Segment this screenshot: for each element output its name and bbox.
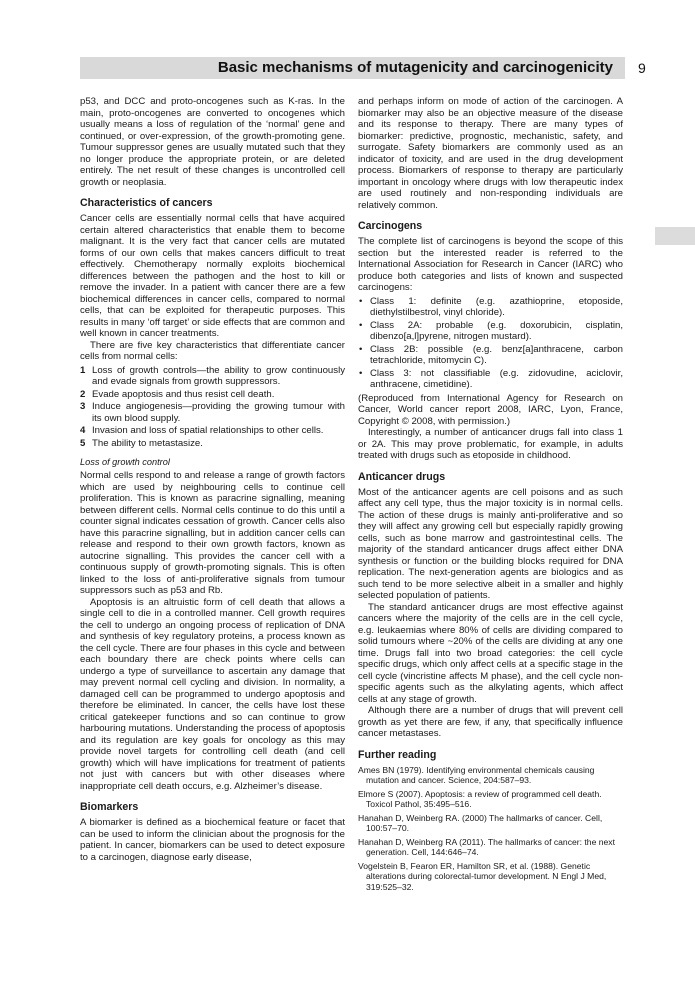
list-text: Class 2A: probable (e.g. doxorubicin, cisplatin, dibenzo[a,l]pyrene, nitrogen mustard). (370, 319, 623, 342)
list-item (80, 425, 345, 437)
heading-biomarkers: Biomarkers (80, 801, 139, 813)
characteristics-list (80, 365, 345, 450)
list-text: Class 1: definite (e.g. azathioprine, etoposide, diethylstilbestrol, vinyl chloride). (370, 295, 623, 318)
heading-anticancer-drugs: Anticancer drugs (358, 470, 446, 483)
list-number: 1 (80, 364, 86, 376)
paragraph: Most of the anticancer agents are cell poisons and as such affect any cell type, thus the major toxicity is in normal cells. The action of these drugs is mainly anti-proliferative and so they will affect any growing cell but especially rapidly growing cells, such as bone marrow and gastrointestinal cells. The majority of the standard anticancer drugs affect either DNA synthesis or function or the building blocks required for DNA replication. The next-generation agents are biologics and as such tend to be more selective albeit in a smaller and highly selected population of patients. (358, 486, 623, 601)
list-text: Loss of growth controls—the ability to grow continuously and evade signals from growth suppressors. (92, 364, 345, 387)
paragraph: Apoptosis is an altruistic form of cell death that allows a single cell to die in a controlled manner. Cell growth requires the cell to undergo an ongoing process of replication of DNA and synthesis of key regulatory proteins, a process known as the cell cycle. There are four phases in this cycle and between each boundary there are check points where cells can undergo a type of surveillance to ascertain any damage that may prevent normal cell cycling and division. In normality, a damaged cell can be programmed to undergo apoptosis and therefore be eliminated. In cancer, the cells have lost these critical gatekeeper functions and so can continue to grow harbouring mutations. Understanding the process of apoptosis and its regulation are key goals for oncology as this may provide novel targets for controlling cell death (and cell growth) which will have implications for treatment of patients not just with cancers but with other diseases where inappropriate cell death occurs, e.g. Alzheimer’s disease. (80, 596, 345, 792)
list-text: Invasion and loss of spatial relationships to other cells. (92, 425, 324, 436)
right-column (358, 96, 623, 895)
paragraph: and perhaps inform on mode of action of the carcinogen. A biomarker may also be an objective measure of the disease and its response to therapy. There are many types of biomarker: predictive, prognostic, mechanistic, safety, and surrogate. Safety biomarkers are commonly used as an indicator of toxicity, and are used in the drug development process. Biomarkers of response to therapy are particularly important in oncology where drugs with low therapeutic index are used routinely and non-responding individuals are relatively common. (358, 96, 623, 211)
carcinogen-class-list (358, 296, 623, 391)
list-text: Class 3: not classifiable (e.g. zidovudine, aciclovir, anthracene, cimetidine). (370, 367, 623, 390)
list-number: 3 (80, 401, 86, 412)
page-number: 9 (638, 60, 646, 76)
list-item (358, 296, 623, 319)
paragraph: The complete list of carcinogens is beyond the scope of this section but the interested reader is referred to the International Association for Research in Cancer (IARC) who produce both categories and lists of known and suspected carcinogens: (358, 236, 623, 293)
paragraph: There are five key characteristics that differentiate cancer cells from normal cells: (80, 339, 345, 362)
left-column (80, 96, 345, 863)
list-number: 5 (80, 437, 86, 449)
source-note: (Reproduced from International Agency for Research on Cancer, World cancer report 2008, IARC, Lyon, France, Copyright © 2008, with permission.) (358, 392, 623, 427)
bullet-icon: • (359, 367, 363, 379)
reference-item: Ames BN (1979). Identifying environmental chemicals causing mutation and cancer. Science, 204:587–93. (358, 764, 595, 785)
list-item (80, 401, 345, 424)
reference-item: Hanahan D, Weinberg RA (2011). The hallmarks of cancer: the next generation. Cell, 144:646–74. (358, 836, 615, 857)
list-text: Induce angiogenesis—providing the growing tumour with its own blood supply. (92, 401, 345, 424)
paragraph: Normal cells respond to and release a range of growth factors which are used by neighbouring cells to continue cell proliferation. This is known as paracrine signalling, meaning between different cells. Normal cells continue to do this until a counter signal indicates cessation of growth. Cancer cells also have this paracrine signalling, but in addition cancer cells can release and respond to their own growth factors, known as autocrine signalling. This provides the cancer cell with a continuous supply of growth-promoting signals. This is often linked to the loss of anti-proliferative signals from tumour suppressors such as p53 and Rb. (80, 470, 345, 596)
bullet-icon: • (359, 319, 363, 331)
list-number: 4 (80, 425, 86, 436)
list-item (358, 320, 623, 343)
paragraph: The standard anticancer drugs are most effective against cancers where the majority of the cells are in the cell cycle, e.g. leukaemias where 80% of cells are dividing compared to solid tumours where ~20% of the cells are dividing at any one time. Drugs fall into two broad categories: the cell cycle specific drugs, which only affect cells at a specific stage in the cell cycle (vincristine affects M phase), and the cell cycle non-specific agents such as the alkylating agents, which affect cells at any stage of growth. (358, 601, 623, 705)
list-item (80, 389, 345, 401)
paragraph: Cancer cells are essentially normal cells that have acquired certain altered characteristics that enable them to become malignant. It is the very fact that cancer cells are mutated forms of our own cells that makes cancers difficult to treat effectively. Chemotherapy normally exploits biochemical differences between the pathogen and the host to kill or remove the invader. In a patient with cancer there are a few biochemical differences in cancer cells, compared to normal cells, that can be exploited for therapeutic purposes. This results in many ‘off target’ or side effects that are common and well known in cancer treatments. (80, 213, 345, 339)
heading-carcinogens: Carcinogens (358, 220, 423, 232)
chapter-thumb-tab (655, 227, 695, 245)
reference-item: Hanahan D, Weinberg RA. (2000) The hallmarks of cancer. Cell, 100:57–70. (358, 812, 603, 833)
paragraph: Although there are a number of drugs that will prevent cell growth as yet there are few, if any, that specifically influence cancer metastases. (358, 705, 623, 739)
running-header-title: Basic mechanisms of mutagenicity and carcinogenicity (217, 59, 613, 76)
reference-item: Elmore S (2007). Apoptosis: a review of programmed cell death. Toxicol Pathol, 35:495–516. (358, 788, 602, 809)
reference-list (358, 765, 623, 893)
subheading-loss-of-growth-control: Loss of growth control (80, 457, 170, 467)
list-item (80, 438, 345, 450)
list-text: Class 2B: possible (e.g. benz[a]anthracene, carbon tetrachloride, mitomycin C). (370, 343, 623, 366)
list-item (358, 344, 623, 367)
intro-paragraph: p53, and DCC and proto-oncogenes such as K-ras. In the main, proto-oncogenes are converted to oncogenes which usually means a loss of regulation of the ‘normal’ gene and continued, or over-expression, of the growth-promoting gene. Tumour suppressor genes are usually mutated such that they no longer produce the appropriate protein, or are deleted entirely. The net result of these changes is uncontrolled cell growth or neoplasia. (80, 96, 345, 188)
list-number: 2 (80, 388, 86, 400)
list-text: Evade apoptosis and thus resist cell death. (92, 388, 275, 400)
paragraph: A biomarker is defined as a biochemical feature or facet that can be used to inform the clinician about the prognosis for the patient. In cancer, biomarkers can be used to detect exposure to a carcinogen, diagnose early disease, (80, 817, 345, 863)
bullet-icon: • (359, 343, 363, 355)
list-text: The ability to metastasize. (92, 437, 203, 449)
list-item (358, 368, 623, 391)
bullet-icon: • (359, 295, 363, 307)
reference-item: Vogelstein B, Fearon ER, Hamilton SR, et al. (1988). Genetic alterations during colorectal-tumor development. N Engl J Med, 319:525–32. (358, 860, 607, 892)
heading-further-reading: Further reading (358, 748, 437, 761)
heading-characteristics: Characteristics of cancers (80, 197, 213, 209)
list-item (80, 365, 345, 388)
paragraph: Interestingly, a number of anticancer drugs fall into class 1 or 2A. This may prove problematic, for example, in adults treated with drugs such as etoposide in childhood. (358, 427, 623, 461)
